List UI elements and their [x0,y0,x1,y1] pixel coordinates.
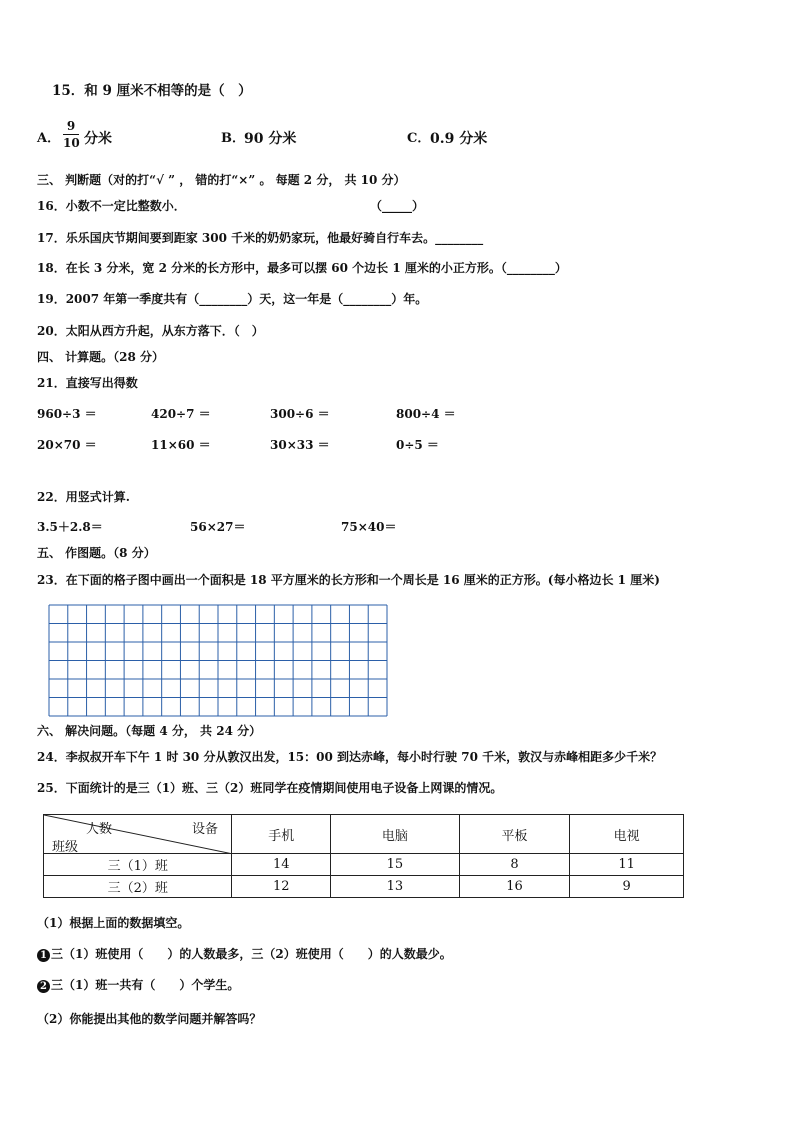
section3-title: 三、 判断题（对的打“√ ” ， 错的打“×” 。 每题 2 分， 共 10 分） [37,173,406,187]
q15-option-c-label: C． [407,131,431,146]
table-cell: 16 [459,876,570,898]
q20-text: 20．太阳从西方升起，从东方落下．（ ） [37,324,264,338]
calc-item: 20×70 ＝ [37,438,97,452]
table-corner-cell [44,815,232,854]
table-cell: 14 [232,854,331,876]
q15-option-b-text: 90 分米 [244,131,297,147]
circled-number-1: 1 [37,949,50,962]
table-cell: 8 [459,854,570,876]
q25-sub2 [37,976,239,994]
q15-option-a-text: 分米 [84,131,112,147]
q23-text: 23．在下面的格子图中画出一个面积是 18 平方厘米的长方形和一个周长是 16 厘米的正方形。(每小格边长 1 厘米) [37,573,660,587]
fraction-numerator: 9 [66,119,76,133]
table-cell: 15 [331,854,460,876]
vertical-calc-item: 56×27＝ [190,520,246,534]
q15-option-b-label: B． [221,131,245,146]
q16-answer-blank[interactable]: （_____） [370,199,425,213]
device-usage-table [43,814,684,898]
calc-item: 0÷5 ＝ [396,438,439,452]
q25-part2-text: （2）你能提出其他的数学问题并解答吗？ [37,1012,262,1026]
q15-option-c-text: 0.9 分米 [430,131,488,147]
table-cell: 9 [570,876,684,898]
calc-item: 11×60 ＝ [151,438,211,452]
fraction-bar [63,134,79,135]
q15-option-a-label: A． [37,131,61,146]
vertical-calc-item: 75×40＝ [341,520,397,534]
q25-text: 25．下面统计的是三（1）班、三（2）班同学在疫情期间使用电子设备上网课的情况。 [37,781,503,795]
table-header: 电视 [570,815,684,854]
corner-label-device: 设备 [192,822,219,837]
section4-title: 四、 计算题。（28 分） [37,350,165,364]
table-header: 平板 [459,815,570,854]
q25-sub1 [37,945,452,963]
q17-text: 17．乐乐国庆节期间要到距家 300 千米的奶奶家玩，他最好骑自行车去。________ [37,231,484,245]
table-header: 手机 [232,815,331,854]
section6-title: 六、 解决问题。（每题 4 分， 共 24 分） [37,724,262,738]
q25-sub1-text: 三（1）班使用（ ）的人数最多，三（2）班使用（ ）的人数最少。 [51,947,452,961]
drawing-grid[interactable] [48,604,388,717]
q21-text: 21．直接写出得数 [37,376,138,390]
row-class-name: 三（2）班 [44,876,232,898]
q18-text: 18．在长 3 分米，宽 2 分米的长方形中，最多可以摆 60 个边长 1 厘米的小正方形。（________） [37,261,567,275]
calc-item: 960÷3 ＝ [37,407,97,421]
corner-label-class: 班级 [52,840,79,855]
fraction-denominator: 10 [63,136,80,150]
table-cell: 13 [331,876,460,898]
calc-item: 300÷6 ＝ [270,407,330,421]
q25-part1-text: （1）根据上面的数据填空。 [37,916,190,930]
q15-stem: 15．和 9 厘米不相等的是（ ） [52,83,252,99]
calc-item: 30×33 ＝ [270,438,330,452]
corner-label-people: 人数 [86,822,113,837]
row-class-name: 三（1）班 [44,854,232,876]
calc-item: 800÷4 ＝ [396,407,456,421]
q22-text: 22．用竖式计算. [37,490,130,504]
q19-text: 19．2007 年第一季度共有（________）天，这一年是（________）年。 [37,292,428,306]
calc-item: 420÷7 ＝ [151,407,211,421]
section5-title: 五、 作图题。（8 分） [37,546,156,560]
table-row [44,876,684,898]
circled-number-2: 2 [37,980,50,993]
vertical-calc-item: 3.5＋2.8＝ [37,520,103,534]
q16-text: 16．小数不一定比整数小． [37,199,186,213]
table-row [44,854,684,876]
q24-text: 24．李叔叔开车下午 1 时 30 分从敦汉出发，15：00 到达赤峰，每小时行驶 70 千米，敦汉与赤峰相距多少千米？ [37,750,663,764]
table-header: 电脑 [331,815,460,854]
q25-sub2-text: 三（1）班一共有（ ）个学生。 [51,978,240,992]
q15-option-a-fraction [63,119,79,150]
table-cell: 12 [232,876,331,898]
table-cell: 11 [570,854,684,876]
